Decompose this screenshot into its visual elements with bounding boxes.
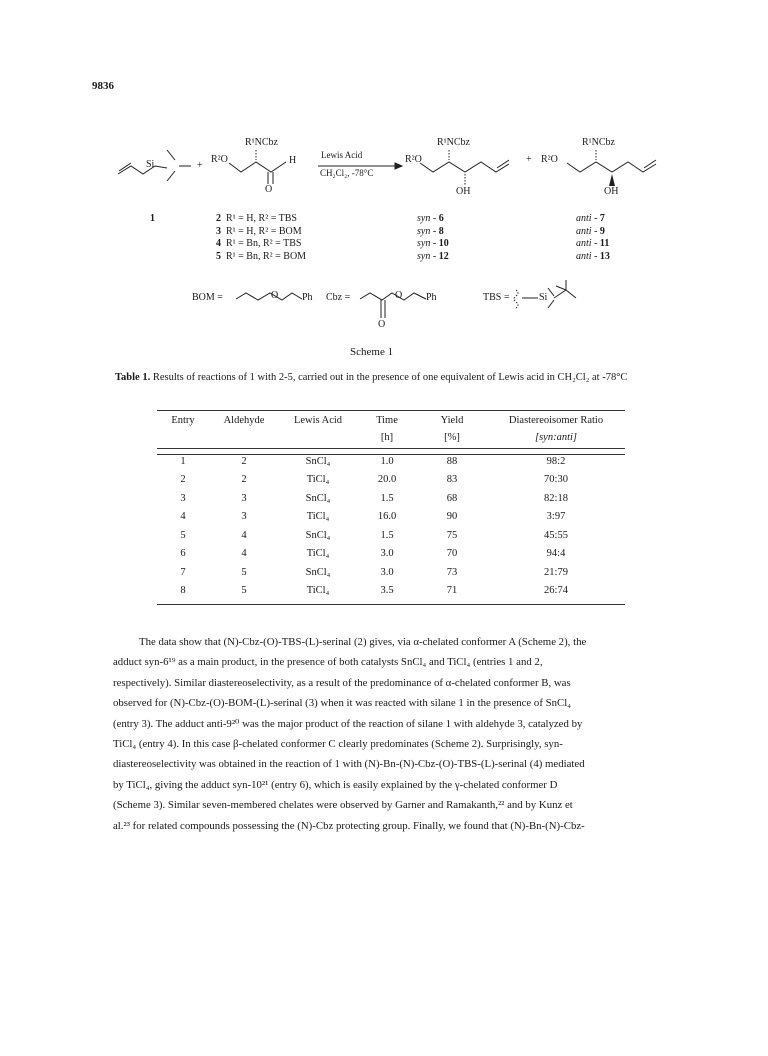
- reagent-bottom: CH₂Cl₂, -78°C: [320, 168, 374, 178]
- table-row: 4 3 TiCl₄ 16.0 90 3:97: [180, 511, 566, 523]
- syn-oh-label: OH: [456, 186, 471, 197]
- scheme-1-drawing: [0, 0, 768, 360]
- bom-label: BOM =: [192, 292, 223, 303]
- wedge-bond: [609, 174, 615, 186]
- syn-product-list: [417, 213, 449, 263]
- cbz-label: Cbz =: [326, 292, 351, 303]
- col-header: Lewis Acid: [293, 415, 343, 426]
- col-subheader: [syn:anti]: [535, 432, 577, 443]
- reagent-top: Lewis Acid: [321, 150, 363, 160]
- anti-r2o-label: R²O: [541, 154, 558, 165]
- bom-o-label: O: [271, 290, 279, 301]
- syn-entry: syn - 6: [417, 213, 444, 224]
- anti-entry: anti - 7: [576, 213, 605, 224]
- anti-entry: anti - 9: [576, 225, 605, 237]
- table-row: 6 4 TiCl₄ 3.0 70 94:4: [180, 548, 566, 560]
- table-bottom-rule: [157, 604, 625, 605]
- syn-entry: syn - 10: [417, 238, 449, 249]
- tbs-si-label: Si: [539, 292, 548, 303]
- col-header: Diastereoisomer Ratio: [508, 415, 604, 426]
- body-line: respectively). Similar diastereoselectivity, as a result of the predominance of α-chelated conformer B, was: [113, 676, 571, 689]
- table-row: 3 3 SnCl₄ 1.5 68 82:18: [180, 492, 568, 504]
- anti-entry: anti - 13: [576, 250, 610, 262]
- r2o-label: R²O: [211, 154, 228, 165]
- anti-r1ncbz-label: R¹NCbz: [582, 137, 615, 148]
- body-line: by TiCl₄, giving the adduct syn-10²¹ (entry 6), which is easily explained by the γ-chelated conformer D: [113, 778, 558, 791]
- col-header: Yield: [440, 415, 464, 426]
- table-header-row: [157, 412, 625, 429]
- cbz-carbonyl-o: O: [378, 319, 386, 330]
- syn-product-bonds: [420, 162, 509, 172]
- page-number: 9836: [92, 80, 114, 92]
- table-top-rule: [157, 410, 625, 411]
- scheme-caption: Scheme 1: [350, 346, 394, 358]
- cbz-bonds: [360, 293, 426, 300]
- aldehyde-bonds: [229, 162, 286, 172]
- plus-sign-2: +: [526, 154, 532, 165]
- cbz-o-label: O: [395, 290, 403, 301]
- table-row: 2 2 TiCl₄ 20.0 83 70:30: [180, 474, 568, 486]
- body-paragraph: [113, 632, 673, 836]
- body-line: The data show that (N)-Cbz-(O)-TBS-(L)-serinal (2) gives, via α-chelated conformer A (Scheme 2), the: [139, 636, 587, 648]
- syn-entry: syn - 8: [417, 225, 444, 237]
- col-header: Entry: [171, 415, 195, 426]
- aldehyde-entry: 2 R¹ = H, R² = TBS: [216, 213, 297, 224]
- col-subheader: [%]: [444, 432, 460, 443]
- syn-r1ncbz-label: R¹NCbz: [437, 137, 470, 148]
- syn-entry: syn - 12: [417, 250, 449, 262]
- col-header: Aldehyde: [223, 415, 265, 426]
- cbz-ph-label: Ph: [426, 292, 437, 303]
- body-line: diastereoselectivity was obtained in the reaction of 1 with (N)-Bn-(N)-Cbz-(O)-TBS-(L)-serinal (4) mediated: [113, 758, 585, 771]
- table-caption: Table 1. Results of reactions of 1 with 2-5, carried out in the presence of one equivalent of Lewis acid in CH₂Cl₂ at -78°C: [115, 372, 628, 383]
- body-line: al.²³ for related compounds possessing the (N)-Cbz protecting group. Finally, we found that (N)-Bn-(N)-Cbz-: [113, 819, 585, 832]
- bom-ph-label: Ph: [302, 292, 313, 303]
- anti-product-list: [576, 213, 610, 263]
- anti-product-bonds: [567, 162, 656, 172]
- table-row: 1 2 SnCl₄ 1.0 88 98:2: [180, 455, 566, 467]
- body-line: observed for (N)-Cbz-(O)-BOM-(L)-serinal (3) when it was reacted with silane 1 in the presence of SnCl₄: [113, 697, 571, 710]
- o-label: O: [265, 184, 273, 195]
- body-line: TiCl₄ (entry 4). In this case β-chelated conformer C clearly predominates (Scheme 2). Surprisingly, syn-: [113, 738, 563, 751]
- col-subheader: [279, 429, 357, 446]
- h-label: H: [289, 155, 297, 166]
- bom-bonds: [236, 293, 302, 300]
- col-header: Time: [376, 415, 398, 426]
- compound-1-number: 1: [150, 213, 155, 224]
- tbs-label: TBS =: [483, 292, 510, 303]
- plus-sign: +: [197, 160, 203, 171]
- syn-r2o-label: R²O: [405, 154, 422, 165]
- col-subheader: [h]: [380, 432, 394, 443]
- table-subheader-row: [157, 429, 625, 446]
- anti-entry: anti - 11: [576, 238, 610, 249]
- body-line: (entry 3). The adduct anti-9²⁰ was the major product of the reaction of silane 1 with aldehyde 3, catalyzed by: [113, 717, 583, 730]
- table-row: 7 5 SnCl₄ 3.0 73 21:79: [180, 566, 568, 578]
- aldehyde-entry: 3 R¹ = H, R² = BOM: [216, 225, 302, 237]
- r1ncbz-label: R¹NCbz: [245, 137, 278, 148]
- col-subheader: [157, 429, 209, 446]
- table-row: 5 4 SnCl₄ 1.5 75 45:55: [180, 529, 568, 541]
- aldehyde-list: [216, 213, 306, 263]
- si-label: Si: [146, 159, 155, 170]
- aldehyde-entry: 4 R¹ = Bn, R² = TBS: [216, 238, 302, 249]
- body-line: (Scheme 3). Similar seven-membered chelates were observed by Garner and Ramakanth,²² and by Kunz et: [113, 799, 573, 812]
- anti-oh-label: OH: [604, 186, 619, 197]
- table-row: 8 5 TiCl₄ 3.5 71 26:74: [180, 585, 568, 597]
- body-line: adduct syn-6¹⁹ as a main product, in the presence of both catalysts SnCl₄ and TiCl₄ (entries 1 and 2,: [113, 656, 543, 669]
- col-subheader: [209, 429, 279, 446]
- aldehyde-entry: 5 R¹ = Bn, R² = BOM: [216, 250, 307, 262]
- results-table: [157, 412, 625, 600]
